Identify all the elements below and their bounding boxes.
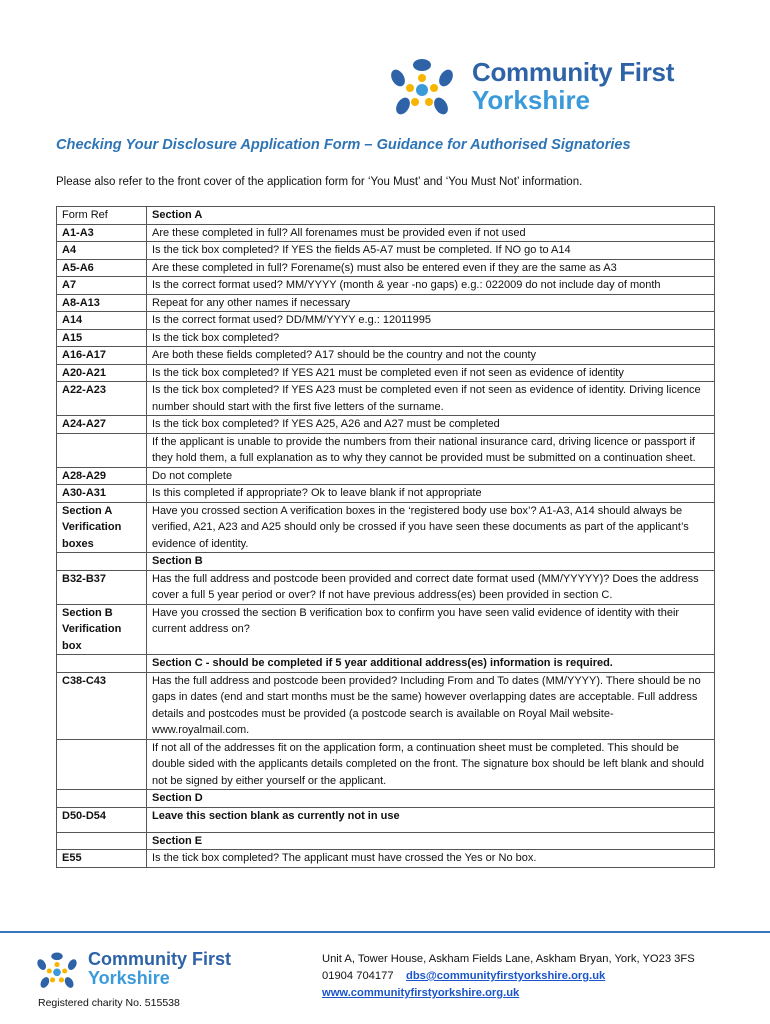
rose-emblem-icon xyxy=(34,950,80,992)
table-row xyxy=(57,570,715,604)
row-text: Has the full address and postcode been provided and correct date format used (MM/YYYYY)? Does the address cover a full 5 year period or over? If not have previous address(es) been provided in section C. xyxy=(147,570,715,604)
row-text: If the applicant is unable to provide the numbers from their national insurance card, driving licence or passport if they hold them, a full explanation as to why they cannot be provided must be submitted on a continuation sheet. xyxy=(147,433,715,467)
column-header-ref: Form Ref xyxy=(57,207,147,225)
row-text: Is the tick box completed? xyxy=(147,329,715,347)
row-ref: A5-A6 xyxy=(57,259,147,277)
postal-address: Unit A, Tower House, Askham Fields Lane, Askham Bryan, York, YO23 3FS xyxy=(322,953,695,965)
row-ref: D50-D54 xyxy=(57,807,147,832)
row-text: Has the full address and postcode been provided? Including From and To dates (MM/YYYY). There should be no gaps in dates (end and start months must be the same) however overlapping dates are acceptable. Full address details and postcodes must be provided (a postcode search is available on Royal Mail website- www.royalmail.com. xyxy=(147,672,715,739)
table-row xyxy=(57,382,715,416)
row-text: If not all of the addresses fit on the application form, a continuation sheet must be completed. This should be double sided with the applicants details completed on the front. The signature box should be left blank and should not be signed by either yourself or the applicant. xyxy=(147,739,715,790)
table-row xyxy=(57,277,715,295)
section-c-heading: Section C - should be completed if 5 year additional address(es) information is required. xyxy=(147,655,715,673)
row-ref: A8-A13 xyxy=(57,294,147,312)
row-text: Is the tick box completed? The applicant must have crossed the Yes or No box. xyxy=(147,850,715,868)
table-row xyxy=(57,485,715,503)
table-row xyxy=(57,604,715,655)
logo-line-1: Community First xyxy=(472,57,675,87)
row-ref: A30-A31 xyxy=(57,485,147,503)
phone-number: 01904 704177 xyxy=(322,970,394,982)
row-ref: A4 xyxy=(57,242,147,260)
table-row xyxy=(57,224,715,242)
row-text: Have you crossed the section B verification box to confirm you have seen valid evidence of identity with their current address on? xyxy=(147,604,715,655)
footer-logo-line-2: Yorkshire xyxy=(88,968,170,988)
table-row xyxy=(57,655,715,673)
row-ref: E55 xyxy=(57,850,147,868)
table-row xyxy=(57,347,715,365)
email-link[interactable]: dbs@communityfirstyorkshire.org.uk xyxy=(406,970,606,982)
section-d-heading: Section D xyxy=(147,790,715,808)
contact-block xyxy=(322,951,695,1002)
table-row xyxy=(57,416,715,434)
row-ref xyxy=(57,553,147,571)
row-text: Is the tick box completed? If YES A25, A26 and A27 must be completed xyxy=(147,416,715,434)
row-ref: A7 xyxy=(57,277,147,295)
row-ref xyxy=(57,832,147,850)
row-text: Are these completed in full? Forename(s) must also be entered even if they are the same as A3 xyxy=(147,259,715,277)
row-ref: A16-A17 xyxy=(57,347,147,365)
table-row xyxy=(57,832,715,850)
table-row xyxy=(57,207,715,225)
row-ref xyxy=(57,739,147,790)
logo-line-2: Yorkshire xyxy=(472,85,591,115)
section-e-heading: Section E xyxy=(147,832,715,850)
footer-logo-line-1: Community First xyxy=(88,949,232,969)
row-ref: A1-A3 xyxy=(57,224,147,242)
footer-divider xyxy=(0,931,770,933)
row-ref: Section B Verification box xyxy=(57,604,147,655)
table-row xyxy=(57,329,715,347)
row-ref: A24-A27 xyxy=(57,416,147,434)
website-link[interactable]: www.communityfirstyorkshire.org.uk xyxy=(322,987,520,999)
row-text: Is the tick box completed? If YES A21 must be completed even if not seen as evidence of identity xyxy=(147,364,715,382)
row-ref: A22-A23 xyxy=(57,382,147,416)
table-row xyxy=(57,242,715,260)
phone-email-line xyxy=(322,968,695,985)
row-text: Is the tick box completed? If YES the fields A5-A7 must be completed. If NO go to A14 xyxy=(147,242,715,260)
table-row xyxy=(57,739,715,790)
row-ref: A20-A21 xyxy=(57,364,147,382)
row-text: Do not complete xyxy=(147,467,715,485)
rose-emblem-icon xyxy=(386,56,458,120)
row-ref: A28-A29 xyxy=(57,467,147,485)
intro-text: Please also refer to the front cover of the application form for ‘You Must’ and ‘You Must Not’ information. xyxy=(56,176,583,188)
row-ref xyxy=(57,790,147,808)
guidance-table xyxy=(56,206,715,868)
page-title: Checking Your Disclosure Application Form – Guidance for Authorised Signatories xyxy=(56,137,631,153)
table-row xyxy=(57,502,715,553)
table-row xyxy=(57,850,715,868)
row-text: Are both these fields completed? A17 should be the country and not the county xyxy=(147,347,715,365)
table-row xyxy=(57,790,715,808)
row-ref: Section A Verification boxes xyxy=(57,502,147,553)
row-ref: C38-C43 xyxy=(57,672,147,739)
row-text: Is the correct format used? DD/MM/YYYY e.g.: 12011995 xyxy=(147,312,715,330)
charity-number: Registered charity No. 515538 xyxy=(38,997,180,1009)
row-text: Is the correct format used? MM/YYYY (month & year -no gaps) e.g.: 022009 do not include day of month xyxy=(147,277,715,295)
table-row xyxy=(57,553,715,571)
table-row xyxy=(57,807,715,832)
row-text: Is this completed if appropriate? Ok to leave blank if not appropriate xyxy=(147,485,715,503)
row-ref: A14 xyxy=(57,312,147,330)
row-text: Leave this section blank as currently not in use xyxy=(147,807,715,832)
row-ref xyxy=(57,433,147,467)
table-row xyxy=(57,433,715,467)
row-text: Repeat for any other names if necessary xyxy=(147,294,715,312)
row-ref: B32-B37 xyxy=(57,570,147,604)
table-row xyxy=(57,294,715,312)
footer-logo xyxy=(34,948,294,994)
row-text: Is the tick box completed? If YES A23 must be completed even if not seen as evidence of identity. Driving licence number should start with the first five letters of the surname. xyxy=(147,382,715,416)
row-ref xyxy=(57,655,147,673)
row-ref: A15 xyxy=(57,329,147,347)
section-a-heading: Section A xyxy=(147,207,715,225)
row-text: Are these completed in full? All forenames must be provided even if not used xyxy=(147,224,715,242)
section-b-heading: Section B xyxy=(147,553,715,571)
table-row xyxy=(57,259,715,277)
table-row xyxy=(57,467,715,485)
brand-logo xyxy=(386,52,716,122)
table-row xyxy=(57,672,715,739)
table-row xyxy=(57,364,715,382)
row-text: Have you crossed section A verification boxes in the ‘registered body use box’? A1-A3, A14 should always be verified, A21, A23 and A25 should only be crossed if you have seen these documents as part of the applicant’s evidence of identity. xyxy=(147,502,715,553)
table-row xyxy=(57,312,715,330)
